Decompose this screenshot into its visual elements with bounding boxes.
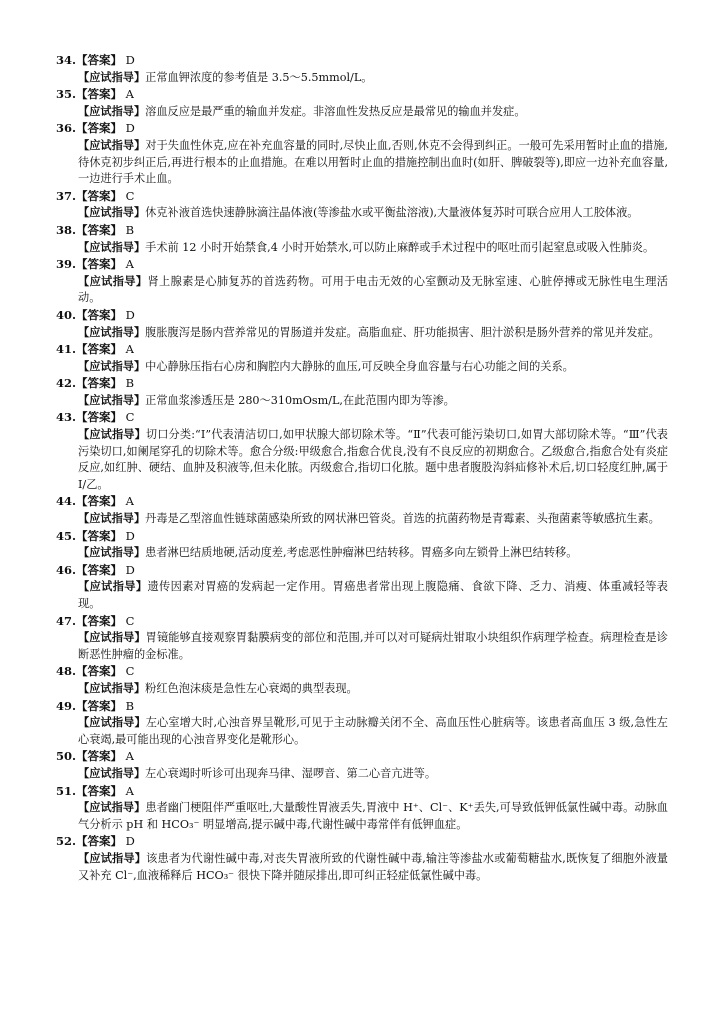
guide-line (56, 239, 668, 257)
answer-letter: D (125, 528, 135, 543)
question-number: 44. (56, 494, 77, 509)
question-number: 38. (56, 222, 77, 237)
guide-text: 正常血浆渗透压是 280～310mOsm/L,在此范围内即为等渗。 (145, 393, 455, 407)
answer-letter: C (125, 410, 135, 425)
answer-tag: 【答案】 (76, 783, 123, 798)
answer-line (56, 256, 668, 273)
answer-letter: D (125, 562, 135, 577)
answer-entry (56, 188, 668, 222)
answer-tag: 【答案】 (76, 698, 123, 713)
question-number: 51. (56, 783, 77, 798)
question-number: 41. (56, 342, 77, 357)
answer-letter: A (125, 749, 134, 764)
guide-tag: 【应试指导】 (78, 427, 146, 442)
guide-tag: 【应试指导】 (78, 800, 146, 815)
answer-entry (56, 663, 668, 697)
guide-line (56, 629, 668, 663)
question-number: 47. (56, 613, 77, 628)
answer-letter: D (125, 121, 135, 136)
answer-entry (56, 409, 668, 493)
guide-line (56, 69, 668, 87)
guide-tag: 【应试指导】 (78, 680, 146, 695)
question-number: 35. (56, 87, 77, 102)
answer-entry (56, 493, 668, 527)
guide-tag: 【应试指导】 (78, 765, 146, 780)
answer-tag: 【答案】 (76, 188, 123, 203)
answer-key-page (56, 52, 668, 884)
answer-entry (56, 86, 668, 120)
guide-text: 手术前 12 小时开始禁食,4 小时开始禁水,可以防止麻醉或手术过程中的呕吐而引起窒息或吸入性肺炎。 (145, 240, 655, 254)
answer-letter: D (125, 307, 135, 322)
guide-text: 丹毒是乙型溶血性链球菌感染所致的网状淋巴管炎。首选的抗菌药物是青霉素、头孢菌素等敏感抗生素。 (145, 512, 660, 526)
guide-line (56, 103, 668, 121)
question-number: 39. (56, 257, 77, 272)
guide-line (56, 680, 668, 698)
guide-tag: 【应试指导】 (78, 69, 146, 84)
guide-tag: 【应试指导】 (78, 392, 146, 407)
answer-line (56, 307, 668, 324)
guide-text: 肾上腺素是心肺复苏的首选药物。可用于电击无效的心室颤动及无脉室速、心脏停搏或无脉性电生理活动。 (78, 274, 668, 305)
answer-letter: A (125, 783, 134, 798)
guide-line (56, 273, 668, 307)
answer-letter: A (125, 494, 134, 509)
guide-text: 患者幽门梗阻伴严重呕吐,大量酸性胃液丢失,胃液中 H⁺、Cl⁻、K⁺丢失,可导致低钾低氯性碱中毒。动脉血气分析示 pH 和 HCO₃⁻ 明显增高,提示碱中毒,代谢性碱中毒常伴有低钾血症。 (78, 801, 668, 831)
answer-tag: 【答案】 (76, 376, 123, 391)
guide-line (56, 137, 668, 188)
guide-line (56, 510, 668, 528)
guide-line (56, 358, 668, 376)
answer-entry (56, 52, 668, 86)
answer-entry (56, 222, 668, 256)
answer-line (56, 663, 668, 680)
guide-line (56, 426, 668, 493)
guide-tag: 【应试指导】 (78, 273, 148, 288)
question-number: 49. (56, 698, 77, 713)
answer-entry (56, 120, 668, 187)
guide-line (56, 714, 668, 748)
answer-tag: 【答案】 (76, 257, 123, 272)
guide-line (56, 850, 668, 884)
guide-tag: 【应试指导】 (78, 324, 146, 339)
guide-text: 左心衰竭时听诊可出现奔马律、湿啰音、第二心音亢进等。 (145, 766, 437, 780)
guide-text: 中心静脉压指右心房和胸腔内大静脉的血压,可反映全身血容量与右心功能之间的关系。 (145, 359, 574, 373)
answer-tag: 【答案】 (76, 664, 123, 679)
question-number: 40. (56, 307, 77, 322)
guide-text: 左心室增大时,心浊音界呈靴形,可见于主动脉瓣关闭不全、高血压性心脏病等。该患者高血压 3 级,急性左心衰竭,最可能出现的心浊音界变化是靴形心。 (78, 716, 668, 746)
guide-tag: 【应试指导】 (78, 137, 146, 152)
answer-line (56, 341, 668, 358)
answer-letter: C (125, 188, 135, 203)
answer-line (56, 120, 668, 137)
question-number: 52. (56, 834, 77, 849)
answer-tag: 【答案】 (76, 121, 123, 136)
guide-tag: 【应试指导】 (78, 358, 146, 373)
answer-entry (56, 256, 668, 307)
guide-tag: 【应试指导】 (78, 205, 146, 220)
question-number: 37. (56, 188, 77, 203)
question-number: 45. (56, 528, 77, 543)
guide-text: 对于失血性休克,应在补充血容量的同时,尽快止血,否则,休克不会得到纠正。一般可先采用暂时止血的措施,待休克初步纠正后,再进行根本的止血措施。在难以用暂时止血的措施控制出血时(如肝、脾破裂等),即应一边补充血容量,一边进行手术止血。 (78, 138, 668, 186)
guide-text: 腹胀腹泻是肠内营养常见的胃肠道并发症。高脂血症、肝功能损害、胆汁淤积是肠外营养的常见并发症。 (145, 325, 660, 339)
answer-entry (56, 748, 668, 782)
guide-line (56, 765, 668, 783)
answer-letter: B (125, 222, 135, 237)
guide-line (56, 204, 668, 222)
answer-entry (56, 698, 668, 749)
answer-letter: A (125, 87, 134, 102)
answer-line (56, 528, 668, 545)
question-number: 42. (56, 376, 77, 391)
answer-entry (56, 562, 668, 613)
question-number: 43. (56, 410, 77, 425)
answer-letter: C (125, 613, 135, 628)
guide-line (56, 799, 668, 833)
guide-text: 切口分类:“Ⅰ”代表清洁切口,如甲状腺大部切除术等。“Ⅱ”代表可能污染切口,如胃大部切除术等。“Ⅲ”代表污染切口,如阑尾穿孔的切除术等。愈合分级:甲级愈合,指愈合优良,没有不良反应的初期愈合。乙级愈合,指愈合处有炎症反应,如红肿、硬结、血肿及积液等,但未化脓。丙级愈合,指切口化脓。题中患者腹股沟斜疝修补术后,切口轻度红肿,属于Ⅰ/乙。 (78, 428, 668, 491)
guide-line (56, 578, 668, 612)
guide-text: 胃镜能够直接观察胃黏膜病变的部位和范围,并可以对可疑病灶钳取小块组织作病理学检查。病理检查是诊断恶性肿瘤的金标准。 (78, 631, 668, 661)
answer-line (56, 748, 668, 765)
answer-entry (56, 375, 668, 409)
guide-tag: 【应试指导】 (78, 579, 148, 594)
answer-line (56, 493, 668, 510)
guide-line (56, 392, 668, 410)
answer-line (56, 222, 668, 239)
guide-tag: 【应试指导】 (78, 545, 146, 560)
answer-line (56, 52, 668, 69)
answer-tag: 【答案】 (76, 562, 123, 577)
question-number: 34. (56, 53, 77, 67)
guide-tag: 【应试指导】 (78, 630, 146, 645)
answer-line (56, 375, 668, 392)
answer-entry (56, 613, 668, 664)
answer-letter: D (125, 834, 135, 849)
answer-entry (56, 528, 668, 562)
guide-text: 正常血钾浓度的参考值是 3.5～5.5mmol/L。 (145, 70, 373, 84)
answer-letter: A (125, 342, 134, 357)
answer-line (56, 613, 668, 630)
answer-tag: 【答案】 (76, 613, 123, 628)
answer-tag: 【答案】 (76, 749, 123, 764)
answer-entry (56, 307, 668, 341)
answer-letter: B (125, 376, 135, 391)
answer-line (56, 833, 668, 850)
guide-text: 溶血反应是最严重的输血并发症。非溶血性发热反应是最常见的输血并发症。 (145, 104, 526, 118)
question-number: 50. (56, 749, 77, 764)
answer-line (56, 698, 668, 715)
answer-letter: B (125, 698, 135, 713)
answer-line (56, 562, 668, 579)
answer-line (56, 409, 668, 426)
guide-line (56, 324, 668, 342)
answer-line (56, 86, 668, 103)
guide-text: 患者淋巴结质地硬,活动度差,考虑恶性肿瘤淋巴结转移。胃癌多向左锁骨上淋巴结转移。 (145, 546, 578, 560)
guide-tag: 【应试指导】 (78, 715, 146, 730)
answer-letter: D (125, 53, 135, 67)
guide-text: 该患者为代谢性碱中毒,对丧失胃液所致的代谢性碱中毒,输注等渗盐水或葡萄糖盐水,既恢复了细胞外液量又补充 Cl⁻,血液稀释后 HCO₃⁻ 很快下降并随尿排出,即可纠正轻症低氯性碱中毒。 (78, 851, 668, 882)
answer-tag: 【答案】 (76, 342, 123, 357)
answer-letter: C (125, 664, 135, 679)
answer-tag: 【答案】 (76, 222, 123, 237)
question-number: 36. (56, 121, 77, 136)
answer-line (56, 783, 668, 800)
guide-text: 休克补液首选快速静脉滴注晶体液(等渗盐水或平衡盐溶液),大量液体复苏时可联合应用人工胶体液。 (145, 206, 639, 220)
answer-entry (56, 833, 668, 884)
answer-tag: 【答案】 (76, 528, 123, 543)
answer-line (56, 188, 668, 205)
answer-tag: 【答案】 (76, 307, 123, 322)
answer-entry (56, 783, 668, 834)
guide-tag: 【应试指导】 (78, 103, 146, 118)
guide-text: 遗传因素对胃癌的发病起一定作用。胃癌患者常出现上腹隐痛、食欲下降、乏力、消瘦、体重减轻等表现。 (78, 580, 668, 610)
answer-tag: 【答案】 (76, 410, 123, 425)
question-number: 48. (56, 664, 77, 679)
guide-line (56, 544, 668, 562)
guide-tag: 【应试指导】 (78, 239, 146, 254)
answer-tag: 【答案】 (76, 53, 123, 67)
answer-tag: 【答案】 (76, 494, 123, 509)
question-number: 46. (56, 562, 77, 577)
answer-tag: 【答案】 (76, 87, 123, 102)
guide-text: 粉红色泡沫痰是急性左心衰竭的典型表现。 (145, 681, 358, 695)
guide-tag: 【应试指导】 (78, 850, 147, 865)
answer-entry (56, 341, 668, 375)
answer-tag: 【答案】 (76, 834, 123, 849)
answer-letter: A (125, 257, 134, 272)
guide-tag: 【应试指导】 (78, 511, 146, 526)
